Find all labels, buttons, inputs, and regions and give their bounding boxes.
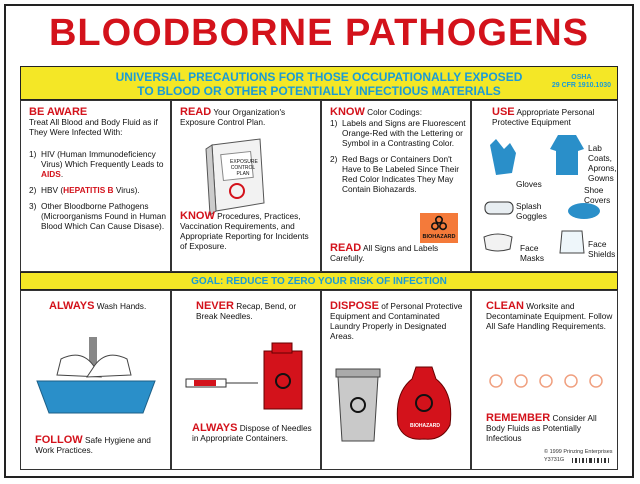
panel-read-plan: READ Your Organization's Exposure Control Plan. EXPOSURE CONTROL PLAN KNOW Procedures, Practices, Vaccination Requirements, and Appropriate Reporting for Incidents of Exposure. — [171, 100, 321, 272]
keyword-read-signs: READ — [330, 242, 362, 254]
keyword-use: USE — [492, 106, 515, 118]
bag-label: BIOHAZARD — [410, 423, 440, 429]
goggles-icon — [484, 199, 514, 217]
label-shoe-covers: Shoe Covers — [584, 185, 611, 205]
syringe-icon — [184, 373, 260, 393]
list-item: 2) Red Bags or Containers Don't Have to Be Labeled Since Their Red Color Indicates They May Contain Biohazards. — [330, 154, 459, 194]
keyword-know-procedures: KNOW — [180, 210, 215, 222]
panel-clean: CLEAN Worksite and Decontaminate Equipment. Follow All Safe Handling Requirements. REMEMBER Consider All Body Fluids as Potentially Infectious © 1999 Prinzing Enterprises Y3731G — [471, 290, 618, 470]
barcode — [572, 458, 612, 463]
keyword-clean: CLEAN — [486, 300, 524, 312]
banner-line-1: UNIVERSAL PRECAUTIONS FOR THOSE OCCUPATIONALLY EXPOSED — [115, 70, 523, 84]
sharps-container-icon — [260, 341, 306, 411]
biohazard-symbol-row — [486, 371, 606, 391]
osha-reference: OSHA 29 CFR 1910.1030 — [551, 74, 611, 89]
binder-label: EXPOSURE CONTROL PLAN — [230, 159, 258, 177]
list-item: 2) HBV (HEPATITIS B Virus). — [29, 185, 140, 195]
panel-color-codings: KNOW Color Codings: 1) Labels and Signs are Fluorescent Orange-Red with the Lettering or Symbol in a Contrasting Color. 2) Red Bags or Containers Don't Have to Be Labeled Since Their Red Color Indicates They May Contain Biohazards. BIOHAZARD READ All Signs and Labels Carefully. — [321, 100, 471, 272]
copyright: © 1999 Prinzing Enterprises — [544, 449, 613, 455]
label-splash-goggles: Splash Goggles — [516, 201, 547, 221]
list-item: 1) Labels and Signs are Fluorescent Orange-Red with the Lettering or Symbol in a Contrasting Color. — [330, 118, 466, 148]
label-lab-coats: Lab Coats, Aprons, Gowns — [588, 143, 617, 183]
panel-dispose: DISPOSE of Personal Protective Equipment and Contaminated Laundry Properly in Designated Areas. BIOHAZARD — [321, 290, 471, 470]
product-code: Y3731G — [544, 457, 565, 463]
poster-title: BLOODBORNE PATHOGENS — [48, 12, 590, 54]
label-face-masks: Face Masks — [520, 243, 544, 263]
biohazard-icon — [431, 215, 447, 231]
keyword-remember: REMEMBER — [486, 412, 551, 424]
keyword-be-aware: BE AWARE — [29, 106, 88, 118]
keyword-always-dispose: ALWAYS — [192, 422, 238, 434]
panel-ppe: USE Appropriate Personal Protective Equipment Lab Coats, Aprons, Gowns Gloves Splash Goggles Shoe Covers Face Masks Face Shields — [471, 100, 618, 272]
aware-intro: Treat All Blood and Body Fluid as if They Were Infected With: — [29, 117, 158, 137]
binder-illustration — [202, 137, 272, 217]
keyword-read: READ — [180, 106, 212, 118]
keyword-dispose: DISPOSE — [330, 300, 379, 312]
gloves-icon — [486, 135, 526, 177]
biohazard-label: BIOHAZARD — [420, 213, 458, 243]
face-mask-icon — [482, 231, 514, 253]
top-banner — [20, 66, 618, 100]
keyword-never: NEVER — [196, 300, 234, 312]
keyword-follow: FOLLOW — [35, 434, 83, 446]
list-item: 3) Other Bloodborne Pathogens (Microorganisms Found in Human Blood Which Can Cause Disase). — [29, 201, 166, 231]
label-face-shields: Face Shields — [588, 239, 616, 259]
keyword-always-wash: ALWAYS — [49, 300, 95, 312]
poster — [4, 4, 634, 478]
label-gloves: Gloves — [516, 179, 542, 189]
sink-illustration — [31, 329, 161, 419]
panel-needles: NEVER Recap, Bend, or Break Needles. ALWAYS Dispose of Needles in Appropriate Containers. — [171, 290, 321, 470]
panel-wash-hands: ALWAYS Wash Hands. FOLLOW Safe Hygiene and Work Practices. — [20, 290, 171, 470]
panel-be-aware — [20, 100, 171, 272]
lab-coat-icon — [550, 133, 584, 177]
face-shield-icon — [558, 229, 586, 257]
keyword-know: KNOW — [330, 106, 365, 118]
banner-line-2: TO BLOOD OR OTHER POTENTIALLY INFECTIOUS MATERIALS — [137, 84, 501, 98]
list-item: 1) HIV (Human Immunodeficiency Virus) Which Frequently Leads to AIDS. — [29, 149, 164, 179]
aware-list — [29, 149, 167, 231]
goal-banner: GOAL: REDUCE TO ZERO YOUR RISK OF INFECTION — [20, 272, 618, 290]
waste-can-icon — [334, 365, 382, 443]
